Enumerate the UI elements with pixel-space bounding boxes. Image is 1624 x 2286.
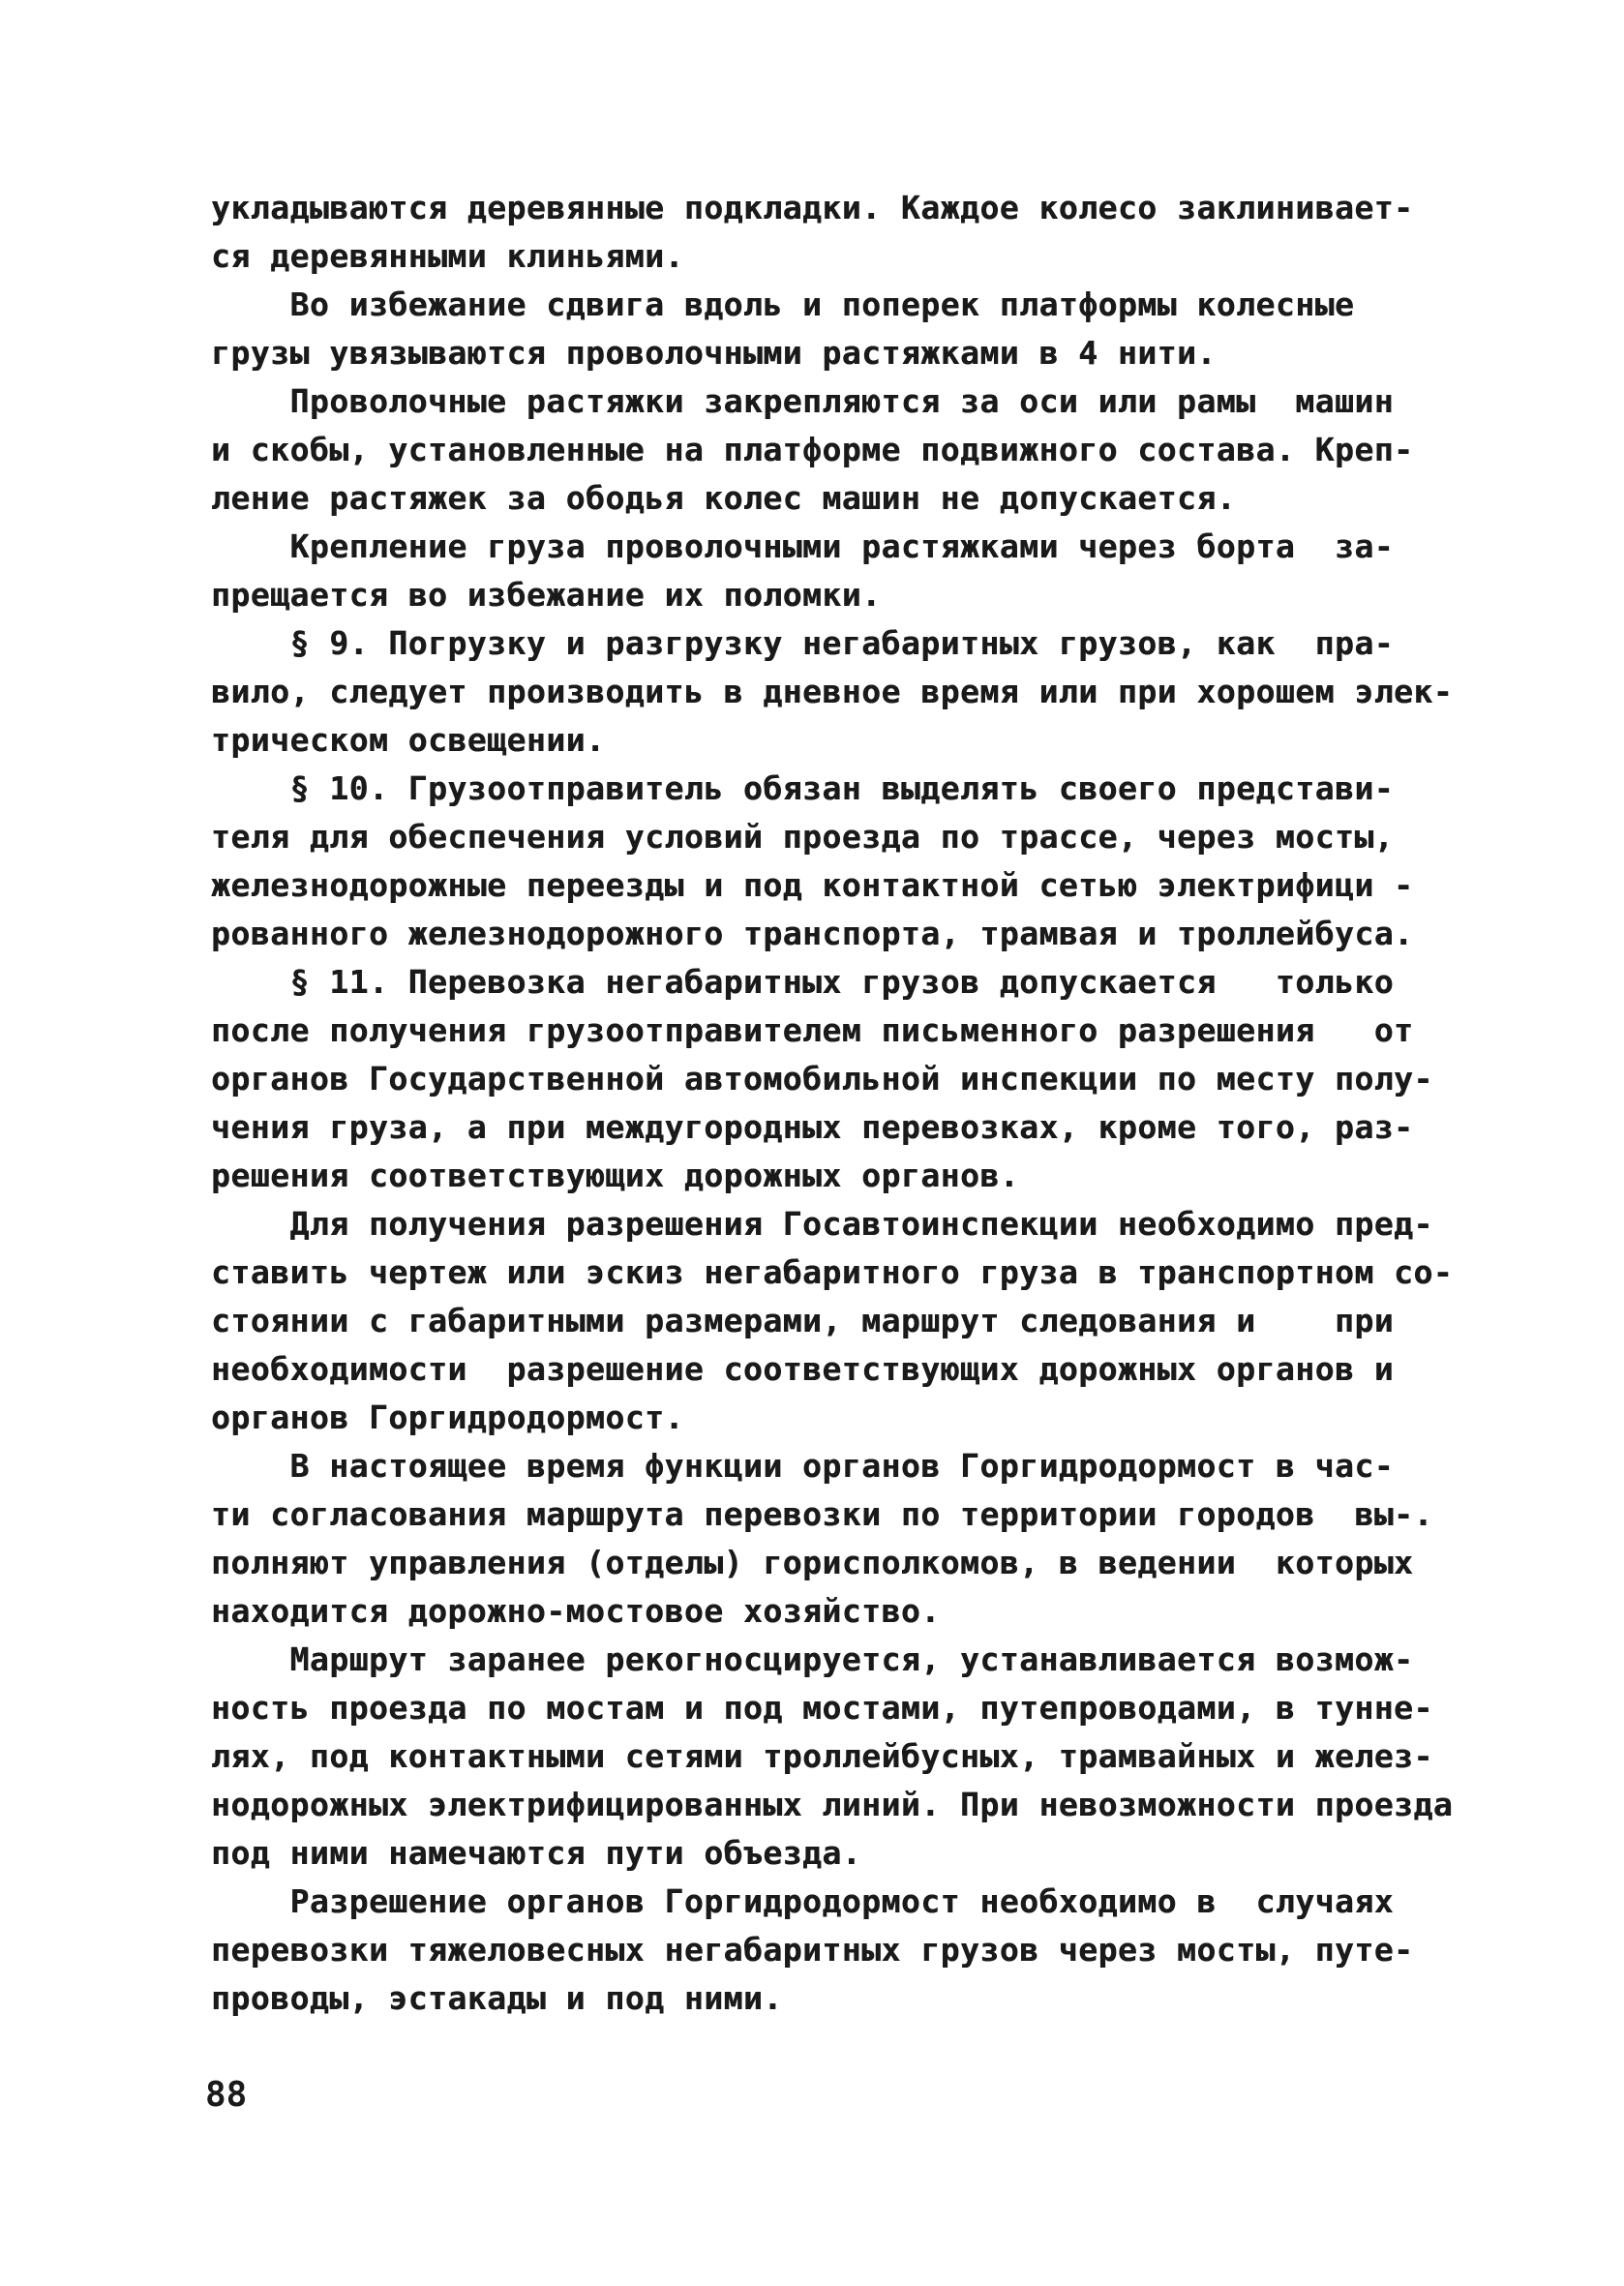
body-text	[211, 184, 1459, 2023]
text-line: и скобы, установленные на платформе подвижного состава. Креп-	[211, 431, 1414, 468]
text-line: Разрешение органов Горгидродормост необходимо в случаях	[211, 1882, 1395, 1920]
text-line: полняют управления (отделы) горисполкомов, в ведении которых	[211, 1544, 1414, 1581]
text-line: вило, следует производить в дневное время или при хорошем элек-	[211, 673, 1454, 710]
text-line: грузы увязываются проволочными растяжками в 4 нити.	[211, 334, 1217, 372]
text-line: нодорожных электрифицированных линий. При невозможности проезда	[211, 1786, 1454, 1823]
text-line: стоянии с габаритными размерами, маршрут следования и при	[211, 1302, 1395, 1339]
text-line: трическом освещении.	[211, 721, 606, 759]
page-number: 88	[205, 2075, 248, 2115]
text-line: ность проезда по мостам и под мостами, путепроводами, в тунне-	[211, 1689, 1433, 1727]
text-line: ставить чертеж или эскиз негабаритного груза в транспортном со-	[211, 1253, 1454, 1291]
text-line: § 11. Перевозка негабаритных грузов допускается только	[211, 963, 1395, 1001]
text-line: проводы, эстакады и под ними.	[211, 1979, 783, 2017]
text-line: под ними намечаются пути объезда.	[211, 1834, 862, 1872]
text-line: органов Государственной автомобильной инспекции по месту полу-	[211, 1060, 1433, 1098]
text-line: органов Горгидродормост.	[211, 1399, 684, 1436]
text-line: укладываются деревянные подкладки. Каждое колесо заклинивает-	[211, 189, 1414, 226]
text-line: железнодорожные переезды и под контактной сетью электрифици -	[211, 866, 1414, 904]
text-line: В настоящее время функции органов Горгидродормост в час-	[211, 1447, 1395, 1485]
text-line: чения груза, а при междугородных перевозках, кроме того, раз-	[211, 1108, 1414, 1146]
text-line: ление растяжек за ободья колес машин не допускается.	[211, 479, 1237, 517]
text-line: рованного железнодорожного транспорта, трамвая и троллейбуса.	[211, 915, 1414, 952]
text-line: § 9. Погрузку и разгрузку негабаритных грузов, как пра-	[211, 624, 1395, 662]
text-line: Маршрут заранее рекогносцируется, устанавливается возмож-	[211, 1640, 1414, 1678]
text-line: § 10. Грузоотправитель обязан выделять своего представи-	[211, 769, 1395, 807]
text-line: Во избежание сдвига вдоль и поперек платформы колесные	[211, 286, 1355, 323]
text-line: Для получения разрешения Госавтоинспекции необходимо пред-	[211, 1205, 1433, 1243]
text-line: Проволочные растяжки закрепляются за оси или рамы машин	[211, 382, 1395, 420]
text-line: теля для обеспечения условий проезда по трассе, через мосты,	[211, 818, 1395, 856]
text-line: лях, под контактными сетями троллейбусных, трамвайных и желез-	[211, 1737, 1433, 1775]
text-line: решения соответствующих дорожных органов.	[211, 1157, 1020, 1194]
text-line: ти согласования маршрута перевозки по территории городов вы-.	[211, 1495, 1433, 1533]
text-line: Крепление груза проволочными растяжками через борта за-	[211, 527, 1395, 565]
text-line: находится дорожно-мостовое хозяйство.	[211, 1592, 941, 1630]
text-line: после получения грузоотправителем письменного разрешения от	[211, 1011, 1414, 1049]
text-line: ся деревянными клиньями.	[211, 237, 684, 275]
text-line: необходимости разрешение соответствующих дорожных органов и	[211, 1350, 1395, 1388]
text-line: перевозки тяжеловесных негабаритных грузов через мосты, путе-	[211, 1931, 1414, 1969]
text-line: прещается во избежание их поломки.	[211, 576, 882, 614]
